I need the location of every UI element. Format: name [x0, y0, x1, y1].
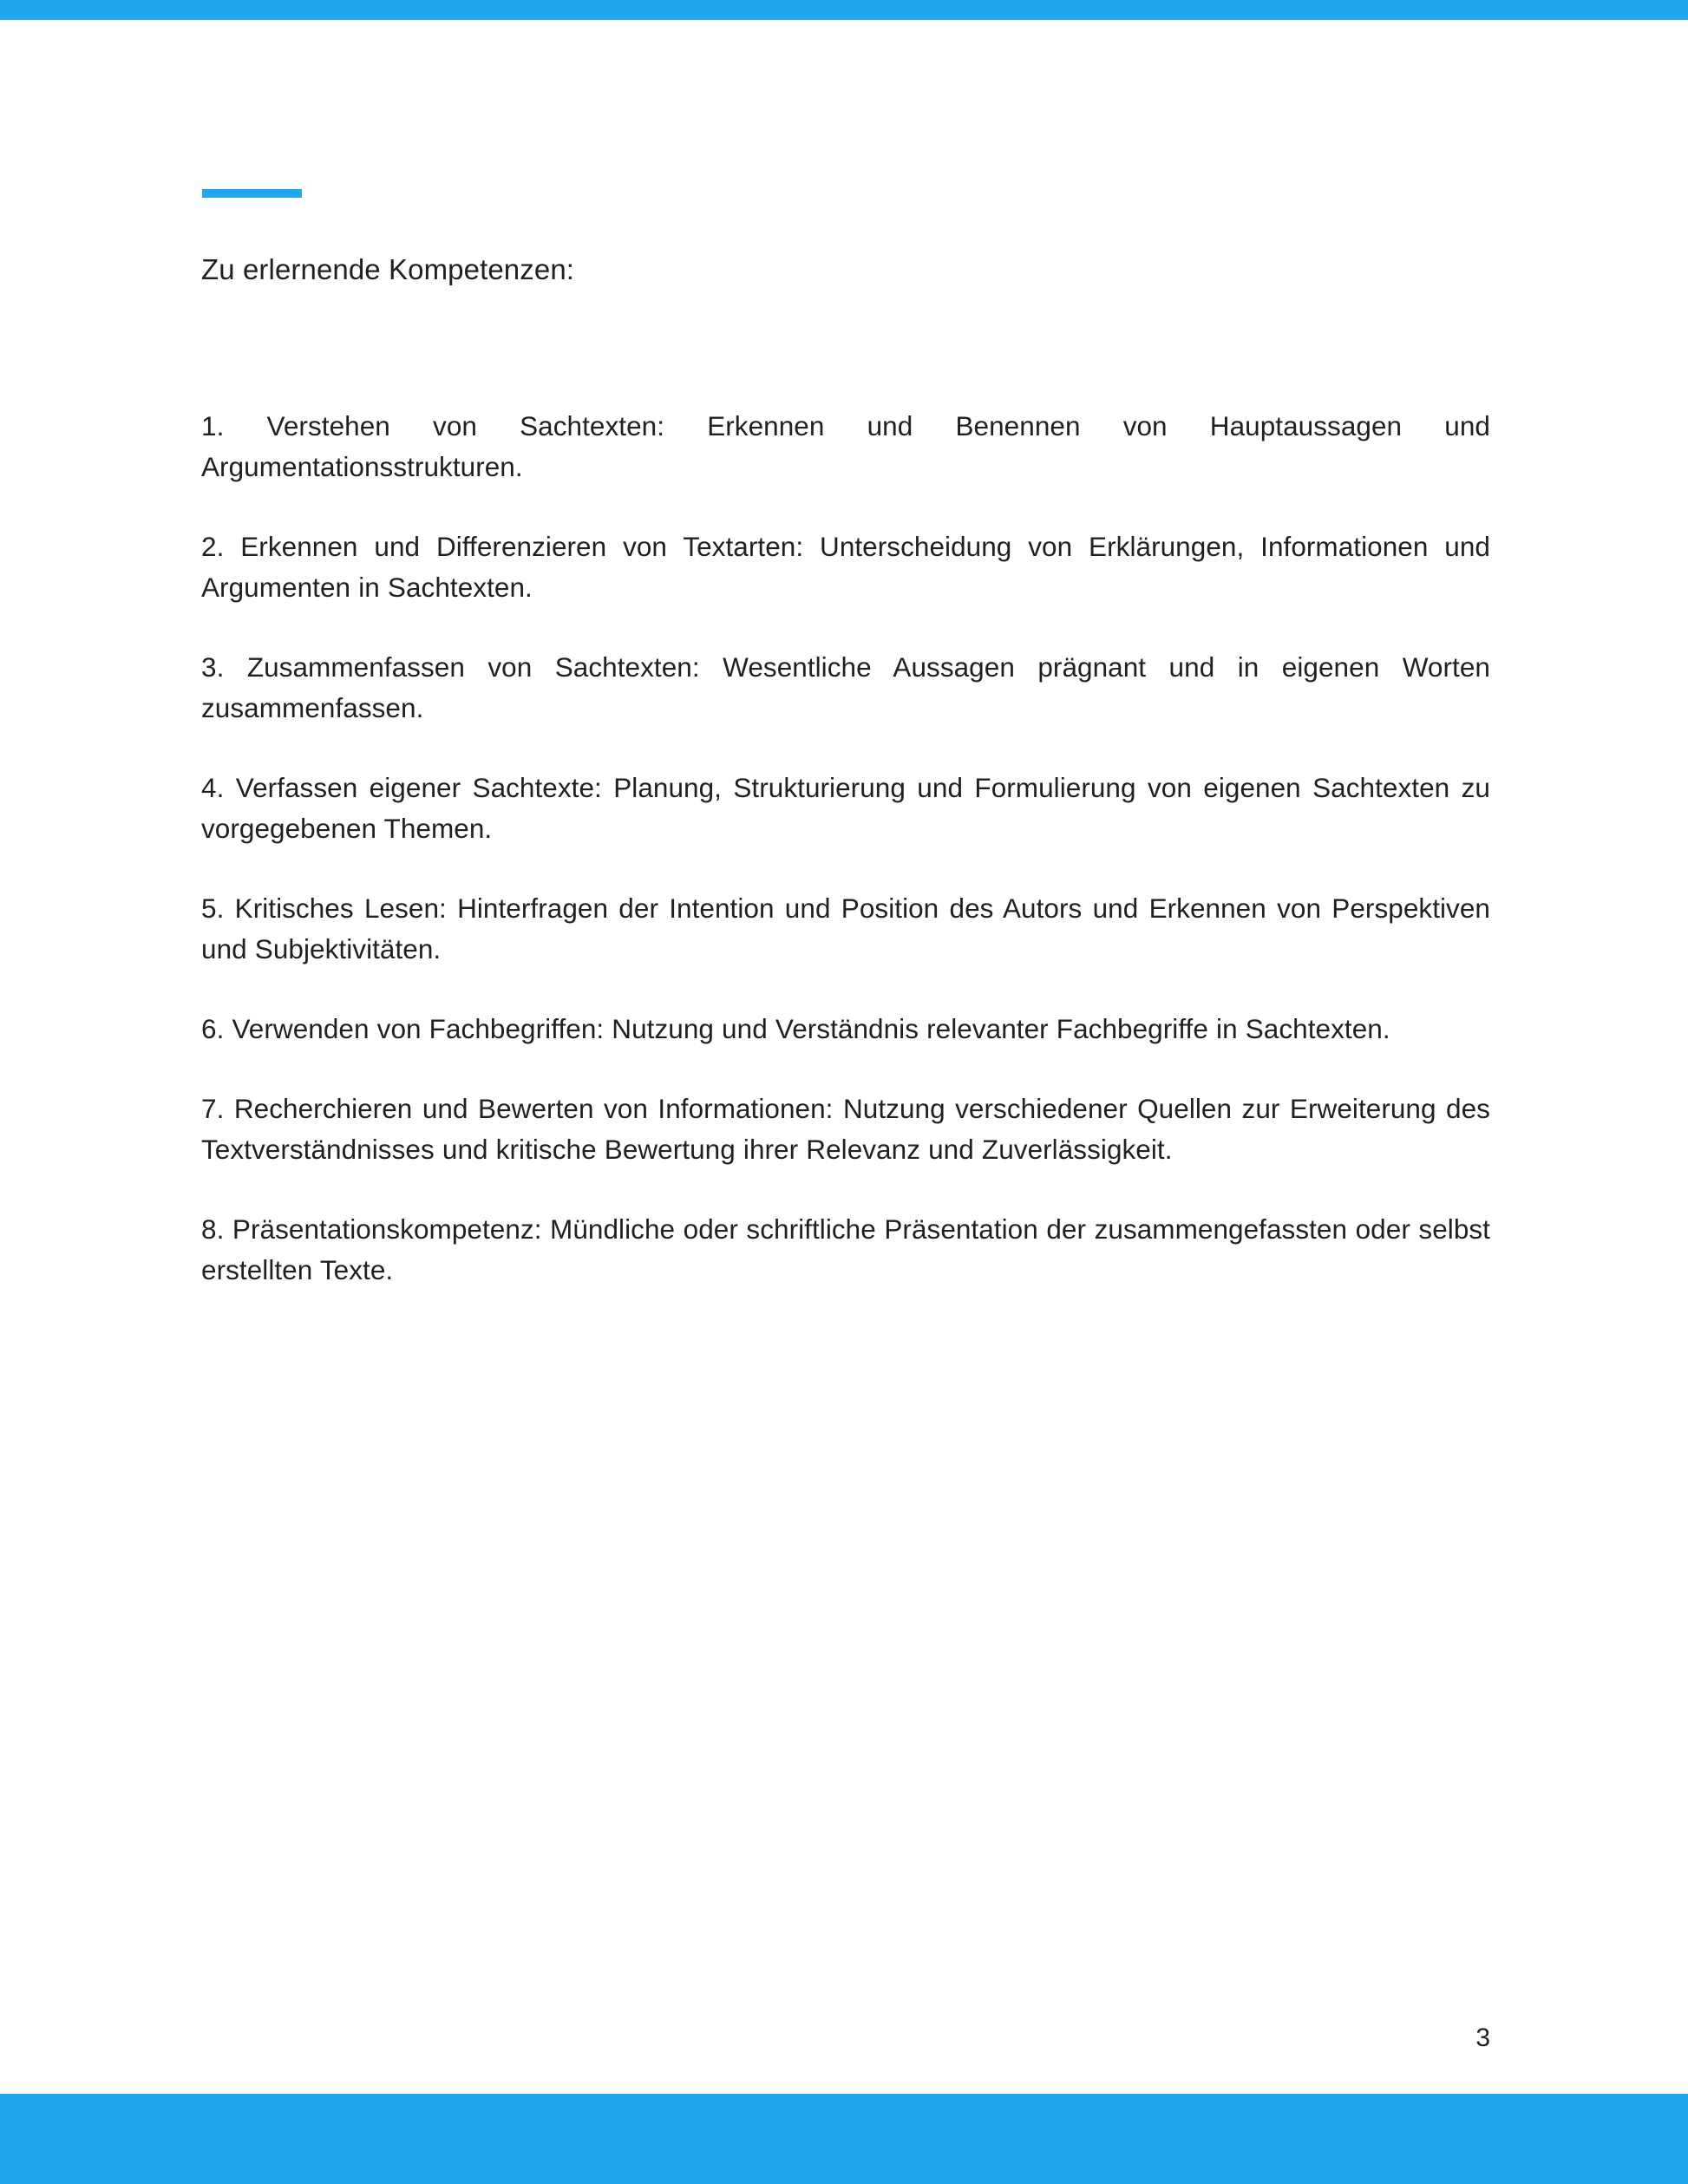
competency-item-7: 7. Recherchieren und Bewerten von Informationen: Nutzung verschiedener Quellen zur Erweiterung des Textverständnisses und kritische Bewertung ihrer Relevanz und Zuverlässigkeit.	[201, 1093, 1490, 1165]
competency-item-2: 2. Erkennen und Differenzieren von Textarten: Unterscheidung von Erklärungen, Informationen und Argumenten in Sachtexten.	[201, 531, 1490, 603]
bottom-accent-bar	[0, 2094, 1688, 2184]
top-accent-bar	[0, 0, 1688, 20]
competency-list	[201, 406, 1490, 1291]
competency-item-8: 8. Präsentationskompetenz: Mündliche oder schriftliche Präsentation der zusammengefassten oder selbst erstellten Texte.	[201, 1213, 1490, 1285]
page-number: 3	[1475, 2024, 1490, 2052]
competency-item-6: 6. Verwenden von Fachbegriffen: Nutzung und Verständnis relevanter Fachbegriffe in Sachtexten.	[201, 1013, 1390, 1044]
competency-item-3: 3. Zusammenfassen von Sachtexten: Wesentliche Aussagen prägnant und in eigenen Worten zusammenfassen.	[201, 651, 1490, 723]
heading-accent-rule	[202, 189, 302, 198]
competency-item-5: 5. Kritisches Lesen: Hinterfragen der Intention und Position des Autors und Erkennen von Perspektiven und Subjektivitäten.	[201, 893, 1490, 964]
competency-item-4: 4. Verfassen eigener Sachtexte: Planung, Strukturierung und Formulierung von eigenen Sachtexten zu vorgegebenen Themen.	[201, 772, 1490, 844]
page-content	[201, 250, 1490, 1291]
competency-item-1: 1. Verstehen von Sachtexten: Erkennen und Benennen von Hauptaussagen und Argumentationsstrukturen.	[201, 410, 1490, 482]
page-title: Zu erlernende Kompetenzen:	[201, 253, 575, 285]
